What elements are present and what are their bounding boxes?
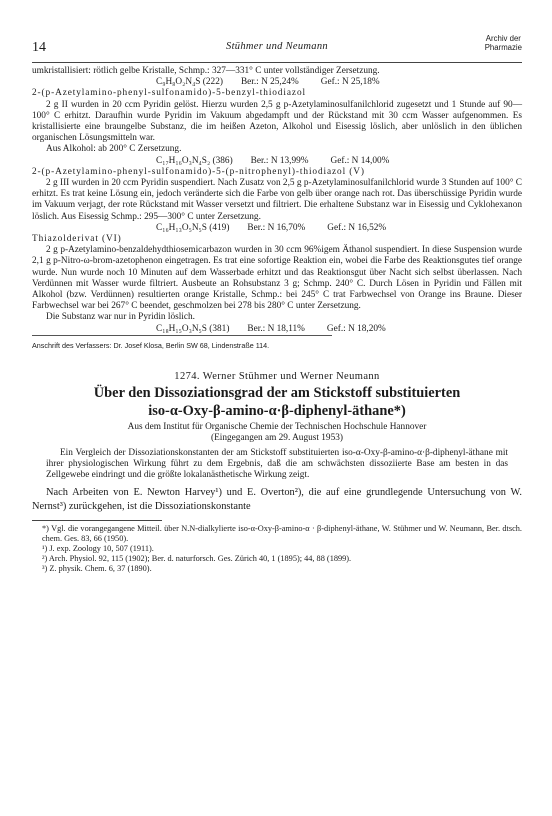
paragraph-crystallization: umkristallisiert: rötlich gelbe Kristalle, Schmp.: 327—331° C unter vollständiger Zersetzung.: [32, 66, 380, 76]
footnote-rule: [32, 520, 162, 521]
page-number: 14: [32, 40, 46, 55]
footnotes: [32, 524, 522, 574]
analysis-formula-2: [32, 156, 522, 167]
compound-heading-nitrophenyl: 2-(p-Azetylamino-phenyl-sulfonamido)-5-(p-nitrophenyl)-thiodiazol (V): [32, 166, 365, 177]
paragraph-solubility: Die Substanz war nur in Pyridin löslich.: [46, 312, 195, 323]
formula-2: C₁₇H₁₆O₃N₄S₂ (386): [156, 155, 233, 166]
compound-heading-benzyl: 2-(p-Azetylamino-phenyl-sulfonamido)-5-benzyl-thiodiazol: [32, 88, 306, 99]
analysis-formula-4: [32, 324, 522, 335]
paragraph-alcohol: Aus Alkohol: ab 200° C Zersetzung.: [46, 144, 182, 155]
footnote-2: ²) Arch. Physiol. 92, 115 (1902); Ber. d. naturforsch. Ges. Zürich 40, 1 (1895); 44, 88 (1899).: [42, 553, 352, 563]
institute-line: Aus dem Institut für Organische Chemie der Technischen Hochschule Hannover: [127, 422, 427, 433]
received-date: (Eingegangen am 29. August 1953): [211, 433, 343, 444]
paragraph-thiazol-prep: 2 g p-Azetylamino-benzaldehydthiosemicarbazon wurden in 30 ccm 96%igem Äthanol suspendiert. In diese Suspension wurde 2,1 g p-Nitro-ω-brom-azetophenon eingetragen. Es trat eine sofortige Reaktion ein, wobei die Farbe des Reaktionsgutes tief orange wurde. Nun wurde noch 10 Minuten auf dem Wasserbade erhitzt und das Reaktionsgut über Nacht sich selbst überlassen. Nach Verdünnen mit Wasser wurde filtriert. Ausbeute an Rohsubstanz 3 g; Schmp. 240° C. Durch Lösen in Pyridin und Fällen mit Alkohol (bzw. Verdünnen) resultierten orange Kristalle, Schmp.: bei 245° C trat Farbwechsel von Orange ins Braune. Dieser Farbwechsel war bei 267° C beendet, geschmolzen bei 278 bis 280° C unter Zersetzung.: [32, 245, 522, 312]
section-rule: [32, 335, 332, 336]
journal-line-1: Archiv der: [485, 34, 521, 43]
page-header: [32, 34, 522, 60]
journal-line-2: Pharmazie: [484, 43, 522, 52]
footnote-1: ¹) J. exp. Zoology 10, 507 (1911).: [42, 543, 154, 553]
analysis-formula-3: [32, 223, 522, 234]
found-value-2: Gef.: N 14,00%: [330, 155, 390, 166]
paragraph-nitrophenyl-prep: 2 g III wurden in 20 ccm Pyridin suspendiert. Nach Zusatz von 2,5 g p-Azetylaminosulfanilchlorid wurde 3 Stunden auf 100° C erhitzt. Es trat keine Lösung ein, jedoch veränderte sich die Farbe von gelb über orange nach rot. Das überschüssige Pyridin wurde im Vakuum verjagt, der rote Rückstand mit Wasser versetzt und filtriert. Die erhaltene Substanz war in Eisessig und Cyklohexanon löslich. Aus Eisessig Schmp.: 295—300° C unter Zersetzung.: [32, 178, 522, 222]
found-value-3: Gef.: N 16,52%: [327, 222, 387, 233]
calc-value-2: Ber.: N 13,99%: [250, 155, 309, 166]
author-address: Anschrift des Verfassers: Dr. Josef Klosa, Berlin SW 68, Lindenstraße 114.: [32, 340, 270, 350]
formula-4: C₁₈H₁₅O₃N₅S (381): [156, 323, 230, 334]
header-rule: [32, 62, 522, 63]
article-title: [32, 385, 522, 420]
page-content: [32, 66, 522, 574]
found-value-4: Gef.: N 18,20%: [326, 323, 386, 334]
footnote-3: ³) Z. physik. Chem. 6, 37 (1890).: [42, 563, 152, 573]
analysis-formula-1: [32, 77, 522, 88]
paragraph-benzyl-prep: 2 g II wurden in 20 ccm Pyridin gelöst. Hierzu wurden 2,5 g p-Azetylaminosulfanilchlorid zugesetzt und 1 Stunde auf 90—100° C erhitzt. Daraufhin wurde Pyridin im Vakuum abgedampft und der Rückstand mit 30 ccm Wasser aufgenommen. Es kristallisierte eine braungelbe Substanz, die im heißen Azeton, Alkohol und Eisessig löslich, aber unlöslich in den üblichen organischen Lösungsmitteln war.: [32, 99, 522, 144]
calc-value-1: Ber.: N 25,24%: [240, 77, 299, 88]
journal-name: [485, 34, 522, 52]
body-paragraph: Nach Arbeiten von E. Newton Harvey¹) und E. Overton²), die auf eine grundlegende Untersuchung von W. Nernst³) zurückgehen, ist die Dissoziationskonstante: [32, 487, 522, 512]
formula-1: C₉H₈O₂N₄S (222): [156, 77, 223, 88]
abstract: Ein Vergleich der Dissoziationskonstanten der am Stickstoff substituierten iso-α-Oxy-β-amino-α·β-diphenyl-äthane mit ihrer physiologischen Wirkung führt zu dem Ergebnis, daß die am schwächsten dissoziierte Base am besten in das Zellgewebe eindringt und die größte lokalanästhetische Wirkung zeigt.: [46, 447, 508, 481]
calc-value-4: Ber.: N 18,11%: [247, 323, 305, 334]
running-title: Stühmer und Neumann: [226, 41, 328, 52]
title-line-2: iso-α-Oxy-β-amino-α·β-diphenyl-äthane*): [148, 402, 406, 419]
footnote-star: *) Vgl. die vorangegangene Mitteil. über N.N-dialkylierte iso-α-Oxy-β-amino-α · β-diphenyl-äthane, W. Stühmer und W. Neumann, Ber. dtsch. chem. Ges. 83, 66 (1950).: [42, 523, 522, 543]
formula-3: C₁₆H₁₃O₅N₅S (419): [156, 222, 230, 233]
article-number-authors: 1274. Werner Stühmer und Werner Neumann: [174, 371, 380, 383]
calc-value-3: Ber.: N 16,70%: [247, 222, 306, 233]
compound-heading-thiazol: Thiazolderivat (VI): [32, 234, 122, 245]
found-value-1: Gef.: N 25,18%: [320, 77, 380, 88]
title-line-1: Über den Dissoziationsgrad der am Stickstoff substituierten: [93, 385, 461, 402]
